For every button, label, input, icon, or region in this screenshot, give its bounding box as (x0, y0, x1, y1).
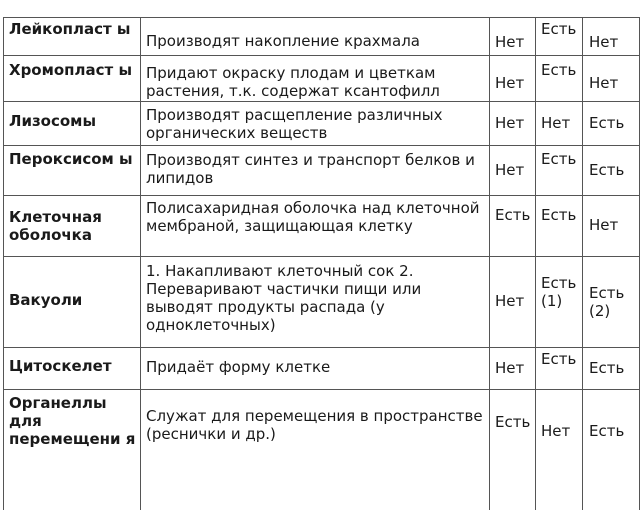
animal-cell: Есть (536, 146, 583, 196)
animal-cell: Есть (536, 348, 583, 390)
organelles-table (3, 17, 640, 510)
organelle-name-cell: Лизосомы (4, 102, 141, 146)
plant-cell: Нет (490, 146, 536, 196)
function-cell: Производят расщепление различных органических веществ (141, 102, 490, 146)
function-cell: 1. Накапливают клеточный сок 2. Переваривают частички пищи или выводят продукты распада (у одноклеточных) (141, 257, 490, 348)
plant-cell: Нет (490, 348, 536, 390)
function-cell: Придают окраску плодам и цветкам растения, т.к. содержат ксантофилл (141, 56, 490, 102)
plant-cell: Нет (490, 18, 536, 56)
plant-cell: Есть (490, 196, 536, 257)
plant-cell: Нет (490, 56, 536, 102)
function-cell: Служат для перемещения в пространстве (реснички и др.) (141, 390, 490, 510)
animal-cell: Есть (536, 196, 583, 257)
fungi-cell: Есть (583, 390, 640, 510)
table-row (4, 196, 640, 257)
animal-cell: Есть (536, 18, 583, 56)
table-row (4, 56, 640, 102)
fungi-cell: Есть (2) (583, 257, 640, 348)
organelle-name-cell: Лейкопласт ы (4, 18, 141, 56)
table-row (4, 146, 640, 196)
organelle-name-cell: Вакуоли (4, 257, 141, 348)
fungi-cell: Нет (583, 56, 640, 102)
function-cell: Производят синтез и транспорт белков и липидов (141, 146, 490, 196)
plant-cell: Нет (490, 257, 536, 348)
table-row (4, 390, 640, 510)
function-cell: Полисахаридная оболочка над клеточной мембраной, защищающая клетку (141, 196, 490, 257)
plant-cell: Есть (490, 390, 536, 510)
fungi-cell: Есть (583, 146, 640, 196)
table-row (4, 348, 640, 390)
organelle-name-cell: Органеллы для перемещени я (4, 390, 141, 510)
function-cell: Придаёт форму клетке (141, 348, 490, 390)
fungi-cell: Нет (583, 18, 640, 56)
table-row (4, 102, 640, 146)
plant-cell: Нет (490, 102, 536, 146)
table-row (4, 257, 640, 348)
fungi-cell: Есть (583, 102, 640, 146)
organelle-name-cell: Цитоскелет (4, 348, 141, 390)
animal-cell: Нет (536, 390, 583, 510)
fungi-cell: Есть (583, 348, 640, 390)
table-row (4, 18, 640, 56)
function-cell: Производят накопление крахмала (141, 18, 490, 56)
fungi-cell: Нет (583, 196, 640, 257)
animal-cell: Нет (536, 102, 583, 146)
animal-cell: Есть (1) (536, 257, 583, 348)
organelle-name-cell: Пероксисом ы (4, 146, 141, 196)
animal-cell: Есть (536, 56, 583, 102)
organelle-name-cell: Клеточная оболочка (4, 196, 141, 257)
organelle-name-cell: Хромопласт ы (4, 56, 141, 102)
